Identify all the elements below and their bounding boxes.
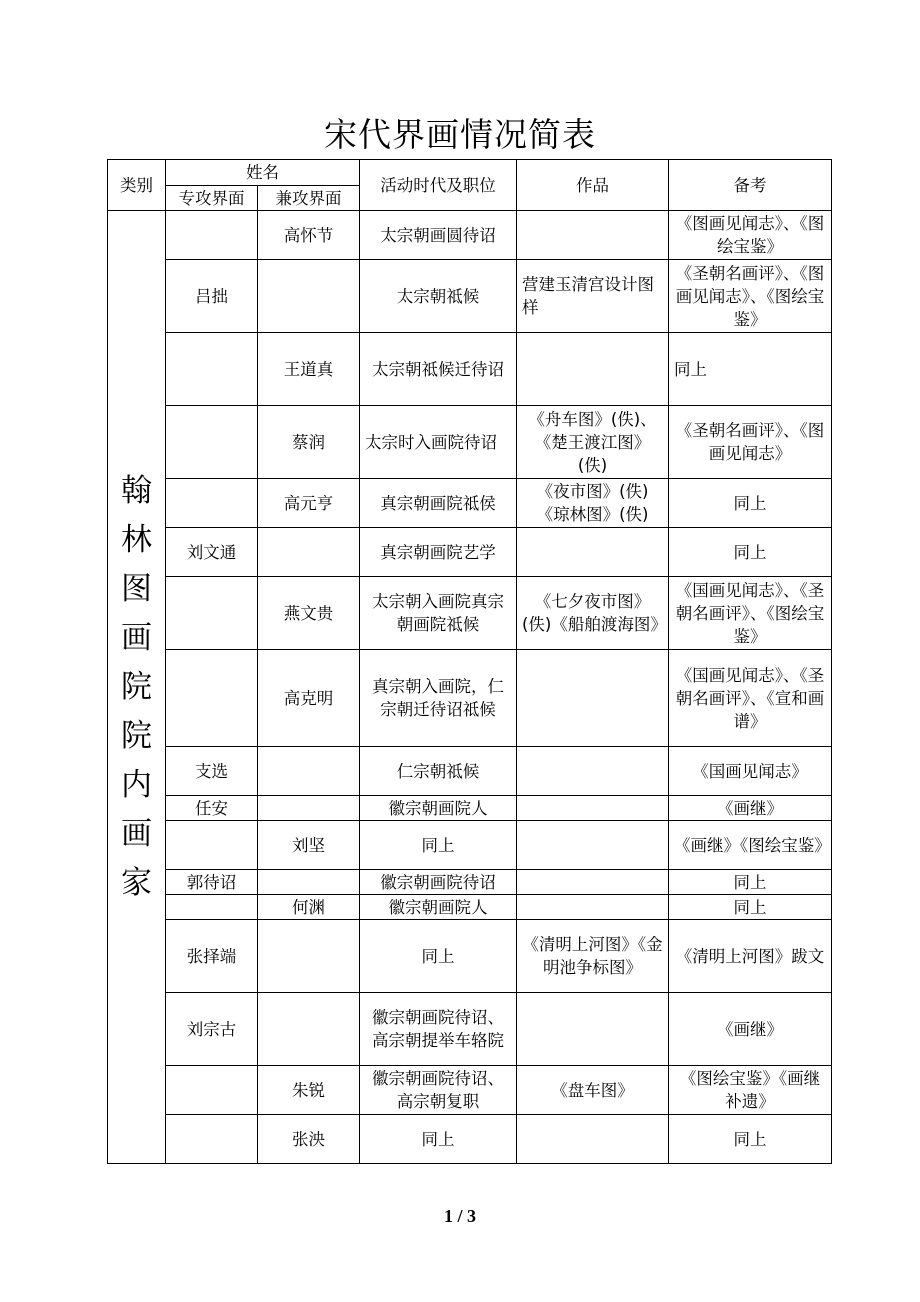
cell-specialist bbox=[166, 895, 258, 920]
cell-specialist bbox=[166, 333, 258, 406]
table-row bbox=[108, 895, 832, 920]
cell-notes: 《国画见闻志》、《圣朝名画评》、《宣和画谱》 bbox=[669, 650, 832, 747]
cell-period: 太宗朝祗候迁待诏 bbox=[360, 333, 517, 406]
cell-period: 真宗朝画院祗侯 bbox=[360, 479, 517, 528]
cell-period: 真宗朝入画院，仁宗朝迁待诏祗候 bbox=[360, 650, 517, 747]
cell-works: 营建玉清宫设计图样 bbox=[517, 260, 669, 333]
cell-notes: 《画继》《图绘宝鉴》 bbox=[669, 821, 832, 870]
table-row bbox=[108, 577, 832, 650]
cell-specialist bbox=[166, 1066, 258, 1115]
table-row bbox=[108, 211, 832, 260]
header-specialist: 专攻界面 bbox=[166, 186, 258, 211]
cell-specialist: 任安 bbox=[166, 796, 258, 821]
cell-parttime bbox=[258, 870, 360, 895]
cell-parttime: 高元亨 bbox=[258, 479, 360, 528]
header-category: 类别 bbox=[108, 160, 166, 211]
table-row bbox=[108, 333, 832, 406]
table-row bbox=[108, 920, 832, 993]
cell-works: 《舟车图》(佚)、《楚王渡江图》(佚) bbox=[517, 406, 669, 479]
cell-specialist: 支选 bbox=[166, 747, 258, 796]
cell-works: 《盘车图》 bbox=[517, 1066, 669, 1115]
cell-works: 《夜市图》(佚)《琼林图》(佚) bbox=[517, 479, 669, 528]
cell-specialist: 吕拙 bbox=[166, 260, 258, 333]
cell-period: 同上 bbox=[360, 1115, 517, 1164]
header-notes: 备考 bbox=[669, 160, 832, 211]
cell-parttime bbox=[258, 796, 360, 821]
cell-specialist: 张择端 bbox=[166, 920, 258, 993]
cell-period: 仁宗朝祗候 bbox=[360, 747, 517, 796]
cell-parttime: 何渊 bbox=[258, 895, 360, 920]
cell-works bbox=[517, 1115, 669, 1164]
table-row bbox=[108, 796, 832, 821]
table-row bbox=[108, 406, 832, 479]
cell-works bbox=[517, 333, 669, 406]
cell-period: 同上 bbox=[360, 821, 517, 870]
cell-works bbox=[517, 796, 669, 821]
table-row bbox=[108, 1115, 832, 1164]
cell-notes: 《图画见闻志》、《图绘宝鉴》 bbox=[669, 211, 832, 260]
cell-parttime: 高克明 bbox=[258, 650, 360, 747]
cell-notes: 《画继》 bbox=[669, 796, 832, 821]
cell-works bbox=[517, 821, 669, 870]
cell-parttime: 高怀节 bbox=[258, 211, 360, 260]
cell-period: 太宗时入画院待诏 bbox=[360, 406, 517, 479]
cell-specialist: 刘宗古 bbox=[166, 993, 258, 1066]
cell-parttime bbox=[258, 747, 360, 796]
cell-notes: 同上 bbox=[669, 895, 832, 920]
cell-parttime bbox=[258, 920, 360, 993]
cell-notes: 《画继》 bbox=[669, 993, 832, 1066]
cell-specialist bbox=[166, 211, 258, 260]
cell-specialist bbox=[166, 577, 258, 650]
cell-period: 同上 bbox=[360, 920, 517, 993]
cell-parttime: 张泱 bbox=[258, 1115, 360, 1164]
page-number: 1 / 3 bbox=[443, 1206, 476, 1226]
table-row bbox=[108, 650, 832, 747]
table-row bbox=[108, 747, 832, 796]
cell-works bbox=[517, 870, 669, 895]
category-label: 翰林图画院院内画家 bbox=[121, 472, 152, 901]
cell-specialist bbox=[166, 479, 258, 528]
cell-specialist bbox=[166, 650, 258, 747]
cell-works bbox=[517, 895, 669, 920]
cell-period: 太宗朝画圆待诏 bbox=[360, 211, 517, 260]
cell-parttime: 蔡润 bbox=[258, 406, 360, 479]
cell-notes: 《圣朝名画评》、《图画见闻志》 bbox=[669, 406, 832, 479]
header-name: 姓名 bbox=[166, 160, 360, 186]
page-title: 宋代界画情况简表 bbox=[324, 115, 596, 154]
cell-works: 《七夕夜市图》(佚)《船舶渡海图》 bbox=[517, 577, 669, 650]
cell-period: 徽宗朝画院人 bbox=[360, 796, 517, 821]
cell-works bbox=[517, 650, 669, 747]
table-row bbox=[108, 260, 832, 333]
cell-period: 徽宗朝画院人 bbox=[360, 895, 517, 920]
cell-notes: 《圣朝名画评》、《图画见闻志》、《图绘宝鉴》 bbox=[669, 260, 832, 333]
cell-parttime bbox=[258, 528, 360, 577]
cell-notes: 同上 bbox=[669, 528, 832, 577]
cell-notes: 《国画见闻志》、《圣朝名画评》、《图绘宝鉴》 bbox=[669, 577, 832, 650]
cell-notes: 同上 bbox=[669, 479, 832, 528]
cell-parttime: 燕文贵 bbox=[258, 577, 360, 650]
cell-specialist: 刘文通 bbox=[166, 528, 258, 577]
cell-specialist: 郭待诏 bbox=[166, 870, 258, 895]
cell-specialist bbox=[166, 406, 258, 479]
header-works: 作品 bbox=[517, 160, 669, 211]
header-parttime: 兼攻界面 bbox=[258, 186, 360, 211]
painters-table bbox=[107, 159, 832, 1164]
cell-period: 徽宗朝画院待诏、高宗朝提举车辂院 bbox=[360, 993, 517, 1066]
cell-parttime bbox=[258, 260, 360, 333]
header-period: 活动时代及职位 bbox=[360, 160, 517, 211]
cell-period: 徽宗朝画院待诏 bbox=[360, 870, 517, 895]
cell-specialist bbox=[166, 1115, 258, 1164]
cell-notes: 同上 bbox=[669, 870, 832, 895]
cell-works: 《清明上河图》《金明池争标图》 bbox=[517, 920, 669, 993]
table-row bbox=[108, 870, 832, 895]
cell-parttime: 朱锐 bbox=[258, 1066, 360, 1115]
cell-works bbox=[517, 747, 669, 796]
cell-period: 太宗朝入画院真宗朝画院祗候 bbox=[360, 577, 517, 650]
cell-notes: 《国画见闻志》 bbox=[669, 747, 832, 796]
cell-notes: 《图绘宝鉴》《画继补遗》 bbox=[669, 1066, 832, 1115]
cell-parttime: 刘坚 bbox=[258, 821, 360, 870]
cell-specialist bbox=[166, 821, 258, 870]
cell-notes: 《清明上河图》跋文 bbox=[669, 920, 832, 993]
category-cell bbox=[108, 211, 166, 1164]
table-row bbox=[108, 479, 832, 528]
cell-parttime: 王道真 bbox=[258, 333, 360, 406]
cell-works bbox=[517, 211, 669, 260]
table-row bbox=[108, 821, 832, 870]
cell-notes: 同上 bbox=[669, 333, 832, 406]
cell-period: 真宗朝画院艺学 bbox=[360, 528, 517, 577]
cell-works bbox=[517, 993, 669, 1066]
cell-notes: 同上 bbox=[669, 1115, 832, 1164]
cell-period: 徽宗朝画院待诏、高宗朝复职 bbox=[360, 1066, 517, 1115]
cell-period: 太宗朝祗候 bbox=[360, 260, 517, 333]
table-row bbox=[108, 1066, 832, 1115]
cell-parttime bbox=[258, 993, 360, 1066]
cell-works bbox=[517, 528, 669, 577]
table-row bbox=[108, 993, 832, 1066]
table-row bbox=[108, 528, 832, 577]
